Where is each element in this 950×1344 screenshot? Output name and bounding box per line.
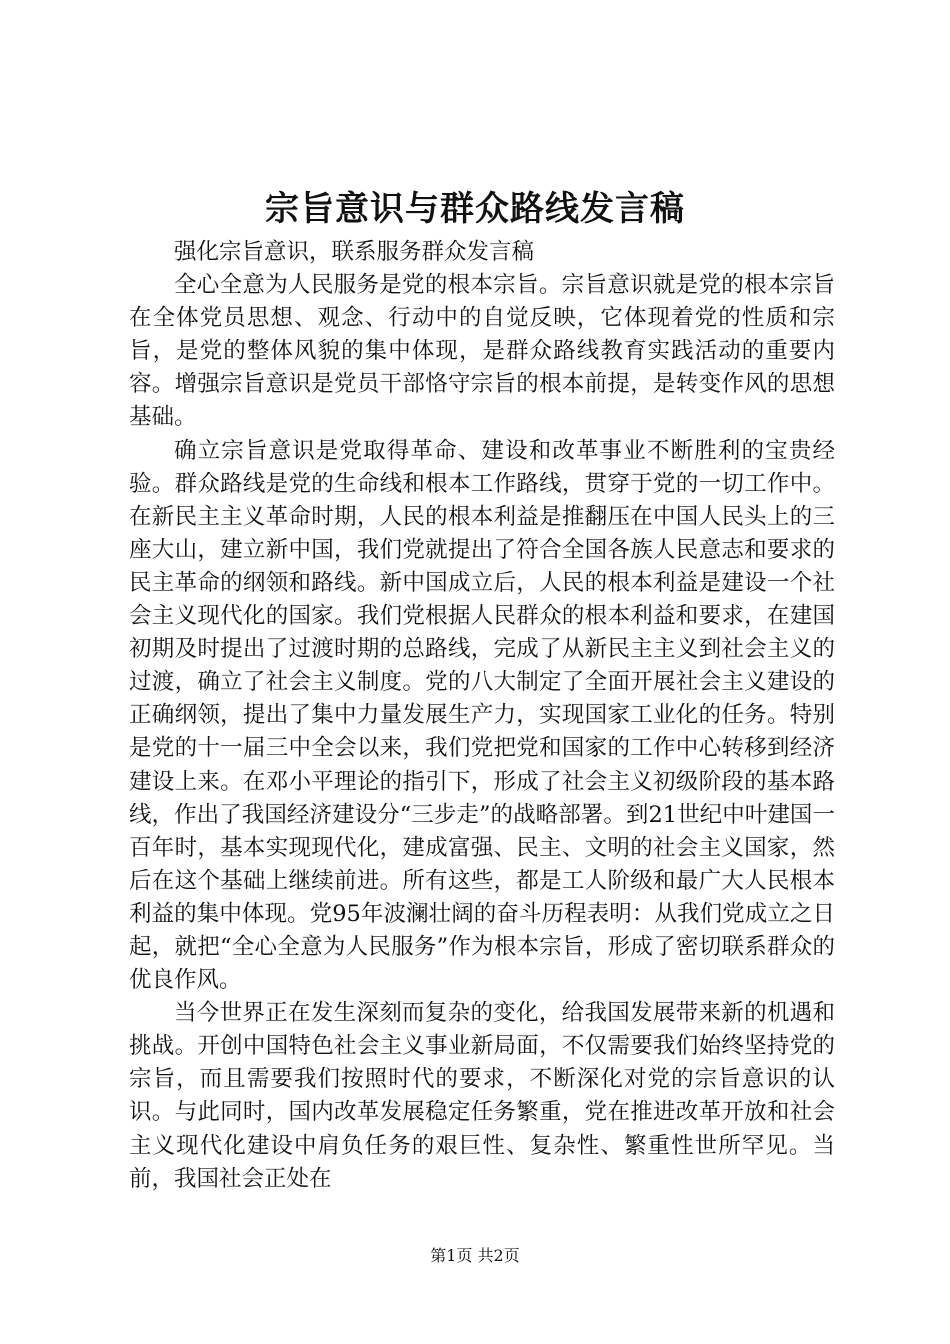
- paragraph: 全心全意为人民服务是党的根本宗旨。宗旨意识就是党的根本宗旨在全体党员思想、观念、行动中的自觉反映，它体现着党的性质和宗旨，是党的整体风貌的集中体现，是群众路线教育实践活动的重要内容。增强宗旨意识是党员干部恪守宗旨的根本前提，是转变作风的思想基础。: [129, 272, 835, 431]
- paragraph: 确立宗旨意识是党取得革命、建设和改革事业不断胜利的宝贵经验。群众路线是党的生命线和根本工作路线，贯穿于党的一切工作中。在新民主主义革命时期，人民的根本利益是推翻压在中国人民头上的三座大山，建立新中国，我们党就提出了符合全国各族人民意志和要求的民主革命的纲领和路线。新中国成立后，人民的根本利益是建设一个社会主义现代化的国家。我们党根据人民群众的根本利益和要求，在建国初期及时提出了过渡时期的总路线，完成了从新民主主义到社会主义的过渡，确立了社会主义制度。党的八大制定了全面开展社会主义建设的正确纲领，提出了集中力量发展生产力，实现国家工业化的任务。特别是党的十一届三中全会以来，我们党把党和国家的工作中心转移到经济建设上来。在邓小平理论的指引下，形成了社会主义初级阶段的基本路线，作出了我国经济建设分“三步走”的战略部署。到21世纪中叶建国一百年时，基本实现现代化，建成富强、民主、文明的社会主义国家，然后在这个基础上继续前进。所有这些，都是工人阶级和最广大人民根本利益的集中体现。党95年波澜壮阔的奋斗历程表明：从我们党成立之日起，就把“全心全意为人民服务”作为根本宗旨，形成了密切联系群众的优良作风。: [129, 437, 835, 994]
- page-number-footer: 第1页 共2页: [430, 1246, 520, 1265]
- document-title: 宗旨意识与群众路线发言稿: [265, 189, 685, 229]
- paragraph-subtitle: 强化宗旨意识，联系服务群众发言稿: [174, 239, 535, 265]
- paragraph: 当今世界正在发生深刻而复杂的变化，给我国发展带来新的机遇和挑战。开创中国特色社会主义事业新局面，不仅需要我们始终坚持党的宗旨，而且需要我们按照时代的要求，不断深化对党的宗旨意识的认识。与此同时，国内改革发展稳定任务繁重，党在推进改革开放和社会主义现代化建设中肩负任务的艰巨性、复杂性、繁重性世所罕见。当前，我国社会正处在: [129, 1000, 835, 1192]
- document-body: [129, 236, 835, 1196]
